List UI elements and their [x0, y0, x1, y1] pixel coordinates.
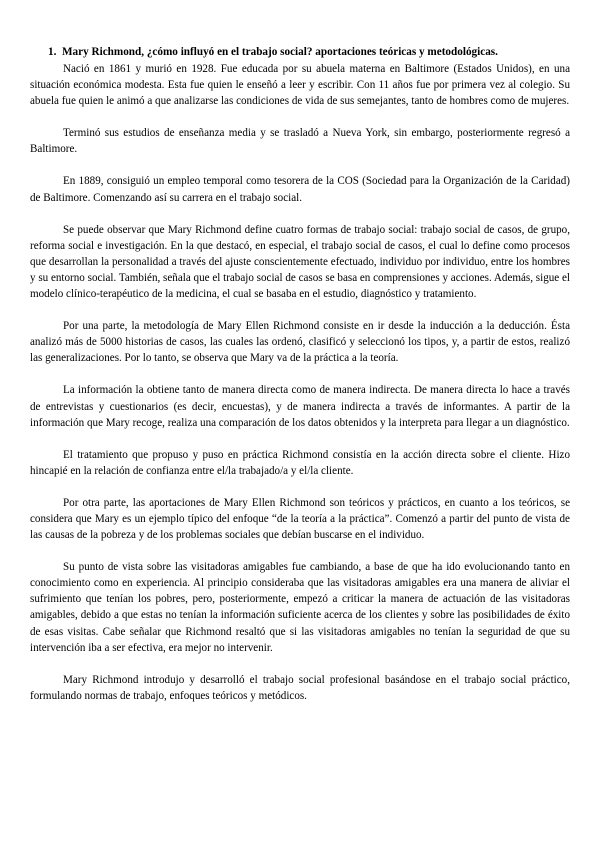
paragraph-biography: Nació en 1861 y murió en 1928. Fue educada por su abuela materna en Baltimore (Estados Unidos), en una situación económica modesta. Esta fue quien le enseñó a leer y escribir. Con 11 años fue por primera vez al colegio. Su abuela fue quien le animó a que analizarse las condiciones de vida de sus semejantes, tanto de hombres como de mujeres. [30, 63, 570, 108]
paragraph-studies: Terminó sus estudios de enseñanza media y se trasladó a Nueva York, sin embargo, posteriormente regresó a Baltimore. [30, 127, 570, 156]
section-number: 1. [48, 46, 57, 58]
paragraph-information-gathering: La información la obtiene tanto de manera directa como de manera indirecta. De manera directa lo hace a través de entrevistas y cuestionarios (es decir, encuestas), y de manera indirecta a través de informantes. A partir de la información que Mary recoge, realiza una comparación de los datos obtenidos y la interpreta para llegar a un diagnóstico. [30, 384, 570, 429]
section-title: Mary Richmond, ¿cómo influyó en el trabajo social? aportaciones teóricas y metodológicas. [62, 46, 498, 58]
section-heading [30, 44, 570, 61]
paragraph-professional-social-work: Mary Richmond introdujo y desarrolló el trabajo social profesional basándose en el trabajo social práctico, formulando normas de trabajo, enfoques teóricos y metódicos. [30, 673, 570, 702]
paragraph-forms-of-social-work: Se puede observar que Mary Richmond define cuatro formas de trabajo social: trabajo social de casos, de grupo, reforma social e investigación. En la que destacó, en especial, el trabajo social de casos, el cual lo define como procesos que desarrollan la personalidad a través del ajuste conscientemente efectuado, individuo por individuo, entre los hombres y su entorno social. También, señala que el trabajo social de casos se basa en comprensiones y acciones. Además, sigue el modelo clínico-terapéutico de la medicina, el cual se basaba en el estudio, diagnóstico y tratamiento. [30, 223, 570, 301]
paragraph-methodology: Por una parte, la metodología de Mary Ellen Richmond consiste en ir desde la inducción a la deducción. Ésta analizó más de 5000 historias de casos, las cuales las ordenó, clasificó y seleccionó los tipos, y, a partir de estos, realizó las generalizaciones. Por lo tanto, se observa que Mary va de la práctica a la teoría. [30, 320, 570, 365]
paragraph-contributions: Por otra parte, las aportaciones de Mary Ellen Richmond son teóricos y prácticos, en cuanto a los teóricos, se considera que Mary es un ejemplo típico del enfoque “de la teoría a la práctica”. Comenzó a partir del punto de vista de las causas de la pobreza y de los problemas sociales que debían buscarse en el individuo. [30, 496, 570, 542]
paragraph-cos-employment: En 1889, consiguió un empleo temporal como tesorera de la COS (Sociedad para la Organización de la Caridad) de Baltimore. Comenzando así su carrera en el trabajo social. [30, 175, 570, 204]
paragraph-friendly-visitors: Su punto de vista sobre las visitadoras amigables fue cambiando, a base de que ha ido evolucionando tanto en conocimiento como en experiencia. Al principio consideraba que las visitadoras amigables era una manera de aliviar el sufrimiento que tenían los pobres, pero, posteriormente, empezó a criticar la manera de actuación de las visitadoras amigables, debido a que estas no tenían la información suficiente acerca de los clientes y sobre las posibilidades de éxito de esas visitas. Cabe señalar que Richmond resaltó que si las visitadoras amigables no tenían la seguridad de que su intervención iba a ser efectiva, era mejor no intervenir. [30, 561, 570, 654]
paragraph-treatment: El tratamiento que propuso y puso en práctica Richmond consistía en la acción directa sobre el cliente. Hizo hincapié en la relación de confianza entre el/la trabajado/a y el/la cliente. [30, 448, 570, 477]
